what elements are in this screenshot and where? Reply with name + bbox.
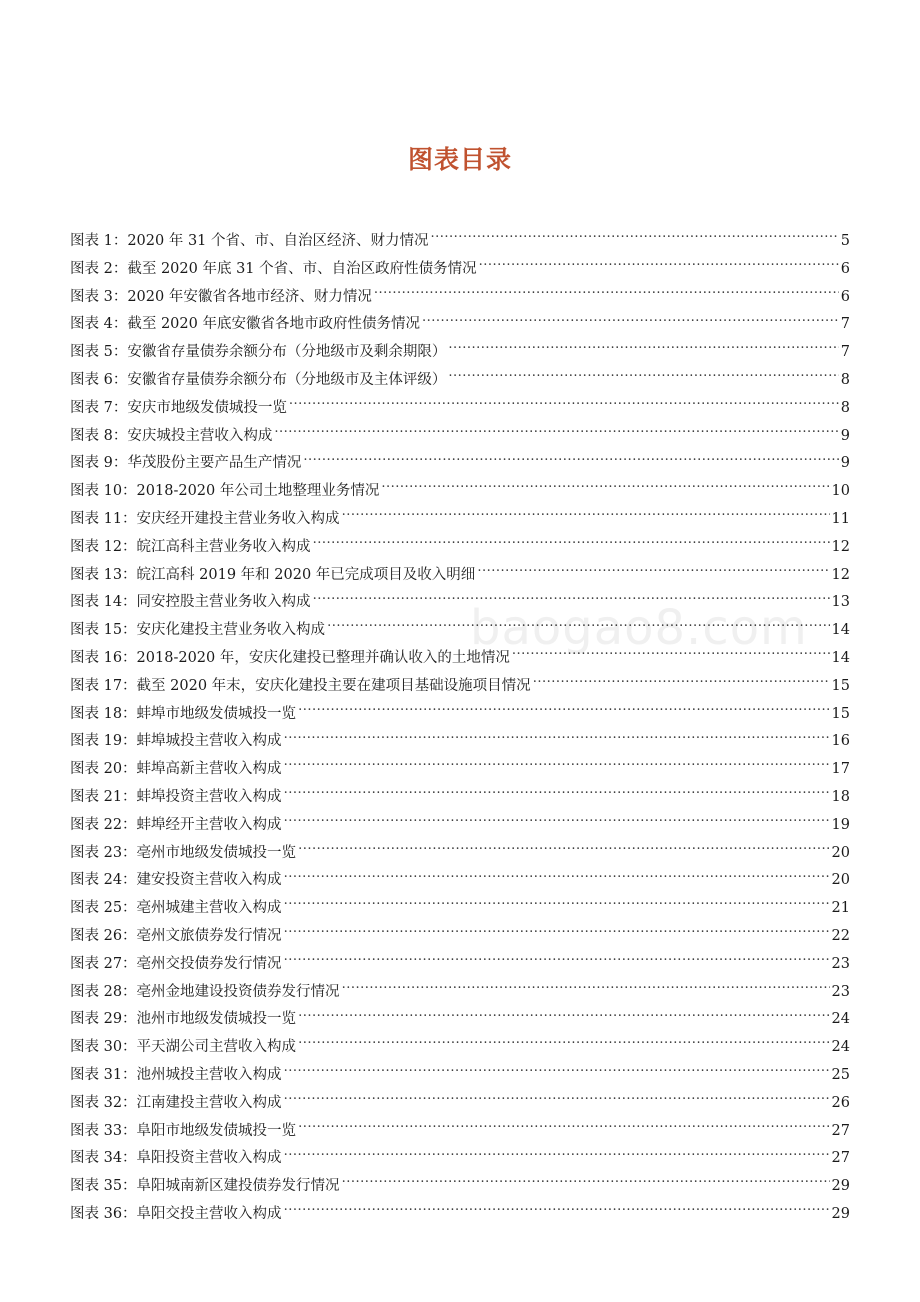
toc-entry[interactable] (70, 923, 850, 951)
toc-entry-page-number: 27 (831, 1122, 850, 1139)
toc-entry-label: 图表 24：建安投资主营收入构成 (70, 872, 282, 889)
toc-entry-page-number: 20 (831, 872, 850, 889)
toc-entry-page-number: 25 (831, 1066, 850, 1083)
toc-dot-leader (479, 258, 839, 273)
toc-entry[interactable] (70, 423, 850, 451)
toc-entry[interactable] (70, 951, 850, 979)
toc-entry-label: 图表 20：蚌埠高新主营收入构成 (70, 761, 282, 778)
toc-entry-page-number: 22 (831, 927, 850, 944)
toc-entry[interactable] (70, 728, 850, 756)
toc-entry-label: 图表 5：安徽省存量债券余额分布（分地级市及剩余期限） (70, 344, 447, 361)
toc-entry-label: 图表 29：池州市地级发债城投一览 (70, 1011, 297, 1028)
toc-entry-page-number: 10 (831, 483, 850, 500)
toc-entry-label: 图表 8：安庆城投主营收入构成 (70, 427, 273, 444)
toc-entry-label: 图表 25：亳州城建主营收入构成 (70, 900, 282, 917)
toc-dot-leader (298, 1009, 829, 1024)
toc-entry[interactable] (70, 228, 850, 256)
toc-dot-leader (284, 1064, 830, 1079)
toc-entry[interactable] (70, 1173, 850, 1201)
toc-entry[interactable] (70, 506, 850, 534)
toc-entry[interactable] (70, 867, 850, 895)
toc-entry-page-number: 19 (831, 816, 850, 833)
toc-entry-label: 图表 13：皖江高科 2019 年和 2020 年已完成项目及收入明细 (70, 566, 476, 583)
toc-entry-page-number: 12 (831, 538, 850, 555)
toc-dot-leader (289, 397, 839, 412)
toc-dot-leader (342, 1176, 830, 1191)
toc-entry-page-number: 23 (831, 983, 850, 1000)
toc-entry-page-number: 27 (831, 1150, 850, 1167)
toc-entry[interactable] (70, 1062, 850, 1090)
toc-entry-page-number: 5 (840, 233, 850, 249)
toc-dot-leader (477, 564, 829, 579)
toc-entry-page-number: 29 (831, 1205, 850, 1222)
toc-entry-page-number: 14 (831, 649, 850, 666)
toc-dot-leader (284, 731, 830, 746)
toc-entry-page-number: 7 (840, 316, 850, 333)
toc-entry-page-number: 24 (831, 1011, 850, 1028)
toc-dot-leader (298, 703, 829, 718)
toc-dot-leader (298, 1120, 829, 1135)
toc-entry[interactable] (70, 589, 850, 617)
toc-entry[interactable] (70, 895, 850, 923)
toc-dot-leader (284, 1148, 830, 1163)
toc-entry[interactable] (70, 562, 850, 590)
toc-entry[interactable] (70, 1201, 850, 1229)
toc-dot-leader (284, 925, 830, 940)
toc-dot-leader (422, 314, 839, 329)
toc-dot-leader (274, 425, 838, 440)
toc-entry-label: 图表 3：2020 年安徽省各地市经济、财力情况 (70, 288, 372, 305)
toc-dot-leader (448, 369, 838, 384)
toc-entry-page-number: 13 (831, 594, 850, 611)
toc-entry[interactable] (70, 478, 850, 506)
watermark: baogao8.com (470, 600, 808, 656)
toc-entry[interactable] (70, 645, 850, 673)
toc-entry[interactable] (70, 1034, 850, 1062)
page-title: 图表目录 (407, 145, 512, 174)
toc-dot-leader (284, 1092, 830, 1107)
toc-entry[interactable] (70, 617, 850, 645)
toc-entry[interactable] (70, 812, 850, 840)
toc-dot-leader (284, 814, 830, 829)
toc-entry-label: 图表 1：2020 年 31 个省、市、自治区经济、财力情况 (70, 233, 429, 249)
toc-dot-leader (381, 481, 829, 496)
toc-entry-label: 图表 12：皖江高科主营业务收入构成 (70, 538, 311, 555)
toc-entry-label: 图表 36：阜阳交投主营收入构成 (70, 1205, 282, 1222)
toc-dot-leader (448, 342, 838, 357)
toc-dot-leader (303, 453, 838, 468)
toc-dot-leader (533, 675, 830, 690)
toc-entry-page-number: 16 (831, 733, 850, 750)
toc-entry-label: 图表 30：平天湖公司主营收入构成 (70, 1039, 297, 1056)
toc-entry-page-number: 8 (840, 399, 850, 416)
toc-entry-label: 图表 27：亳州交投债券发行情况 (70, 955, 282, 972)
toc-entry-label: 图表 6：安徽省存量债券余额分布（分地级市及主体评级） (70, 371, 447, 388)
toc-entry[interactable] (70, 1090, 850, 1118)
toc-entry-page-number: 20 (831, 844, 850, 861)
toc-entry[interactable] (70, 979, 850, 1007)
toc-dot-leader (298, 1037, 829, 1052)
toc-list (70, 228, 850, 1229)
toc-entry-label: 图表 22：蚌埠经开主营收入构成 (70, 816, 282, 833)
toc-entry-page-number: 23 (831, 955, 850, 972)
toc-entry-label: 图表 35：阜阳城南新区建投债券发行情况 (70, 1178, 340, 1195)
toc-dot-leader (342, 981, 830, 996)
toc-dot-leader (284, 759, 830, 774)
toc-entry-page-number: 21 (831, 900, 850, 917)
toc-dot-leader (298, 842, 829, 857)
toc-entry-page-number: 12 (831, 566, 850, 583)
toc-entry-label: 图表 34：阜阳投资主营收入构成 (70, 1150, 282, 1167)
toc-entry[interactable] (70, 339, 850, 367)
toc-entry[interactable] (70, 284, 850, 312)
toc-entry[interactable] (70, 701, 850, 729)
toc-dot-leader (431, 231, 839, 246)
toc-entry-page-number: 8 (840, 371, 850, 388)
toc-entry[interactable] (70, 450, 850, 478)
toc-entry-page-number: 24 (831, 1039, 850, 1056)
toc-entry-label: 图表 14：同安控股主营业务收入构成 (70, 594, 311, 611)
toc-entry[interactable] (70, 1145, 850, 1173)
toc-entry-page-number: 29 (831, 1178, 850, 1195)
toc-entry-label: 图表 9：华茂股份主要产品生产情况 (70, 455, 302, 472)
toc-dot-leader (284, 1203, 830, 1218)
toc-entry-label: 图表 2：截至 2020 年底 31 个省、市、自治区政府性债务情况 (70, 260, 477, 277)
toc-entry[interactable] (70, 311, 850, 339)
toc-entry-page-number: 9 (840, 455, 850, 472)
toc-dot-leader (284, 898, 830, 913)
toc-entry-label: 图表 26：亳州文旅债券发行情况 (70, 927, 282, 944)
toc-entry[interactable] (70, 534, 850, 562)
toc-entry-page-number: 7 (840, 344, 850, 361)
toc-dot-leader (284, 786, 830, 801)
toc-entry-label: 图表 4：截至 2020 年底安徽省各地市政府性债务情况 (70, 316, 420, 333)
toc-entry[interactable] (70, 1118, 850, 1146)
toc-entry-label: 图表 10：2018-2020 年公司土地整理业务情况 (70, 483, 380, 500)
toc-entry[interactable] (70, 673, 850, 701)
toc-entry-page-number: 26 (831, 1094, 850, 1111)
toc-entry-page-number: 6 (840, 288, 850, 305)
toc-entry[interactable] (70, 256, 850, 284)
toc-entry-label: 图表 32：江南建投主营收入构成 (70, 1094, 282, 1111)
toc-entry[interactable] (70, 784, 850, 812)
toc-entry-label: 图表 15：安庆化建投主营业务收入构成 (70, 622, 326, 639)
toc-entry-label: 图表 17：截至 2020 年末，安庆化建投主要在建项目基础设施项目情况 (70, 677, 531, 694)
toc-entry-page-number: 17 (831, 761, 850, 778)
toc-entry-page-number: 15 (831, 705, 850, 722)
toc-dot-leader (284, 870, 830, 885)
toc-entry-label: 图表 28：亳州金地建设投资债券发行情况 (70, 983, 340, 1000)
toc-entry-label: 图表 21：蚌埠投资主营收入构成 (70, 788, 282, 805)
toc-entry-page-number: 9 (840, 427, 850, 444)
toc-entry-label: 图表 7：安庆市地级发债城投一览 (70, 399, 287, 416)
toc-entry-page-number: 11 (831, 510, 850, 527)
toc-entry-label: 图表 33：阜阳市地级发债城投一览 (70, 1122, 297, 1139)
toc-entry[interactable] (70, 367, 850, 395)
toc-entry-label: 图表 19：蚌埠城投主营收入构成 (70, 733, 282, 750)
toc-dot-leader (313, 536, 830, 551)
toc-entry-label: 图表 23：亳州市地级发债城投一览 (70, 844, 297, 861)
toc-entry[interactable] (70, 1006, 850, 1034)
toc-entry-page-number: 18 (831, 788, 850, 805)
toc-entry-label: 图表 18：蚌埠市地级发债城投一览 (70, 705, 297, 722)
toc-entry[interactable] (70, 840, 850, 868)
toc-entry-label: 图表 11：安庆经开建投主营业务收入构成 (70, 510, 340, 527)
toc-entry-label: 图表 16：2018-2020 年，安庆化建投已整理并确认收入的土地情况 (70, 649, 510, 666)
toc-entry-page-number: 15 (831, 677, 850, 694)
toc-dot-leader (313, 592, 830, 607)
toc-entry-page-number: 14 (831, 622, 850, 639)
toc-entry-page-number: 6 (840, 260, 850, 277)
toc-entry[interactable] (70, 395, 850, 423)
toc-dot-leader (284, 953, 830, 968)
toc-dot-leader (512, 647, 830, 662)
toc-dot-leader (342, 508, 830, 523)
toc-entry-label: 图表 31：池州城投主营收入构成 (70, 1066, 282, 1083)
toc-entry[interactable] (70, 756, 850, 784)
toc-dot-leader (374, 286, 839, 301)
toc-dot-leader (327, 620, 829, 635)
